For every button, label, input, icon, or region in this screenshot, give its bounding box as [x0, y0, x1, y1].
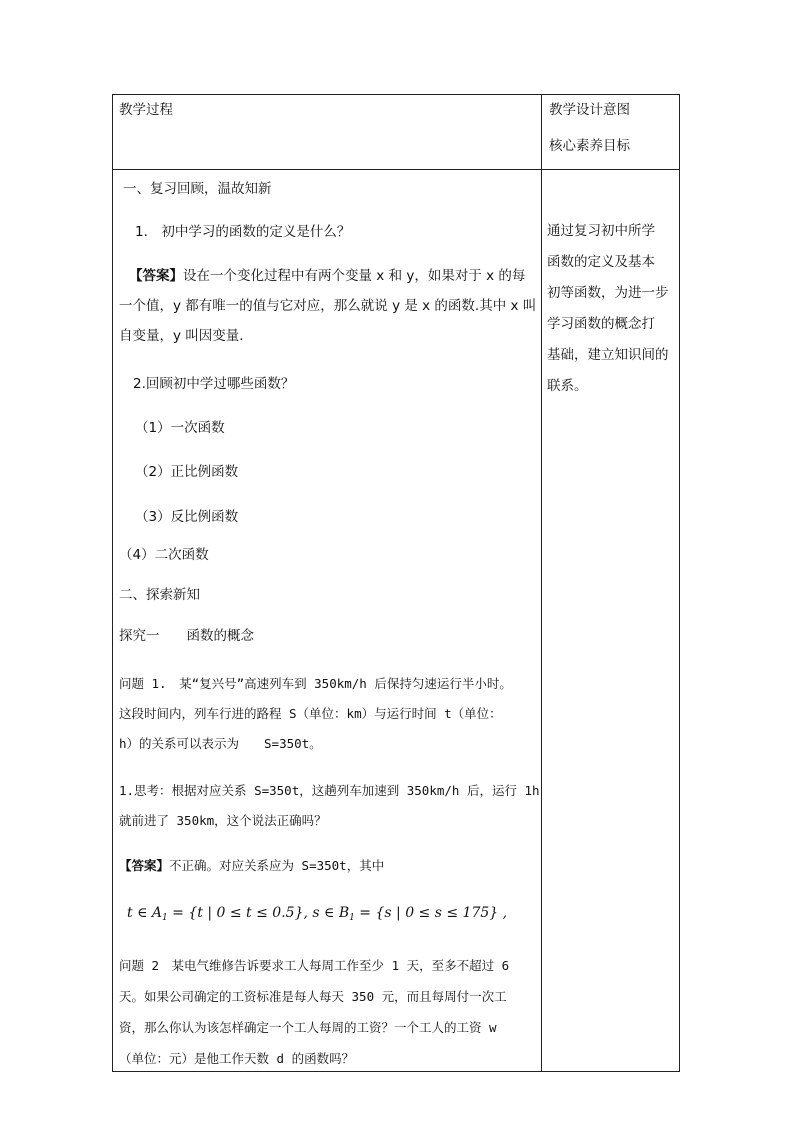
- lesson-plan-table: [112, 94, 680, 1072]
- question-2: 2.回顾初中学过哪些函数？: [133, 376, 295, 392]
- intent-line: 学习函数的概念打: [547, 316, 655, 332]
- formula-subscript-2: 1: [349, 913, 355, 923]
- set-formula: [127, 904, 507, 927]
- thinking-question: [119, 776, 540, 836]
- header-core-literacy: 核心素养目标: [549, 138, 630, 154]
- answer-tag: 【答案】: [119, 858, 170, 873]
- problem-2-line-4: （单位：元）是他工作天数 d 的函数吗？: [119, 1051, 355, 1066]
- header-design-intent: 教学设计意图: [549, 102, 630, 118]
- header-row-divider: [113, 169, 679, 170]
- answer-2-text: 不正确。对应关系应为 S=350t，其中: [169, 858, 385, 873]
- problem-2-line-2: 天。如果公司确定的工资标准是每人每天 350 元，而且每周付一次工: [119, 989, 507, 1004]
- intent-line: 联系。: [547, 378, 588, 394]
- header-teaching-process: 教学过程: [119, 102, 173, 118]
- answer-2: [119, 857, 384, 875]
- problem-1: [119, 669, 512, 759]
- explore-1-title: 探究一 函数的概念: [119, 628, 254, 644]
- formula-part-3: = {s | 0 ≤ s ≤ 175} ,: [354, 905, 508, 921]
- problem-2-line-3: 资，那么你认为该怎样确定一个工人每周的工资？一个工人的工资 w: [119, 1020, 497, 1035]
- function-item-2: （2）正比例函数: [135, 464, 239, 480]
- thinking-line-2: 就前进了 350km，这个说法正确吗？: [119, 813, 327, 828]
- problem-2-line-1: 问题 2 某电气维修告诉要求工人每周工作至少 1 天，至多不超过 6: [119, 958, 510, 973]
- intent-line: 通过复习初中所学: [547, 223, 655, 239]
- answer-1-line-2: 一个值，y 都有唯一的值与它对应，那么就说 y 是 x 的函数.其中 x 叫: [119, 298, 537, 314]
- problem-1-line-1: 问题 1. 某“复兴号”高速列车到 350km/h 后保持匀速运行半小时。: [119, 676, 512, 691]
- section-title-review: 一、复习回顾，温故知新: [123, 181, 272, 197]
- design-intent-text: [547, 216, 669, 402]
- formula-subscript-1: 1: [162, 913, 168, 923]
- answer-tag: 【答案】: [129, 268, 183, 284]
- answer-1-line-1: 设在一个变化过程中有两个变量 x 和 y，如果对于 x 的每: [183, 268, 526, 284]
- function-item-3: （3）反比例函数: [135, 509, 239, 525]
- problem-1-line-3: h）的关系可以表示为 S=350t。: [119, 736, 322, 751]
- question-1: 1. 初中学习的函数的定义是什么？: [135, 224, 351, 240]
- formula-part-1: t ∈ A: [127, 905, 162, 921]
- problem-2: [119, 950, 509, 1074]
- problem-1-line-2: 这段时间内，列车行进的路程 S（单位：km）与运行时间 t（单位：: [119, 706, 502, 721]
- thinking-line-1: 1.思考：根据对应关系 S=350t，这趟列车加速到 350km/h 后，运行 1h: [119, 783, 540, 798]
- answer-1: [119, 261, 536, 351]
- section-title-explore: 二、探索新知: [119, 587, 200, 603]
- formula-part-2: = {t | 0 ≤ t ≤ 0.5}, s ∈ B: [167, 905, 350, 921]
- intent-line: 函数的定义及基本: [547, 254, 655, 270]
- column-divider: [541, 95, 542, 1071]
- intent-line: 初等函数，为进一步: [547, 285, 669, 301]
- function-item-4: （4）二次函数: [119, 547, 209, 563]
- function-item-1: （1）一次函数: [135, 420, 225, 436]
- intent-line: 基础，建立知识间的: [547, 347, 669, 363]
- answer-1-line-3: 自变量，y 叫因变量.: [119, 328, 244, 344]
